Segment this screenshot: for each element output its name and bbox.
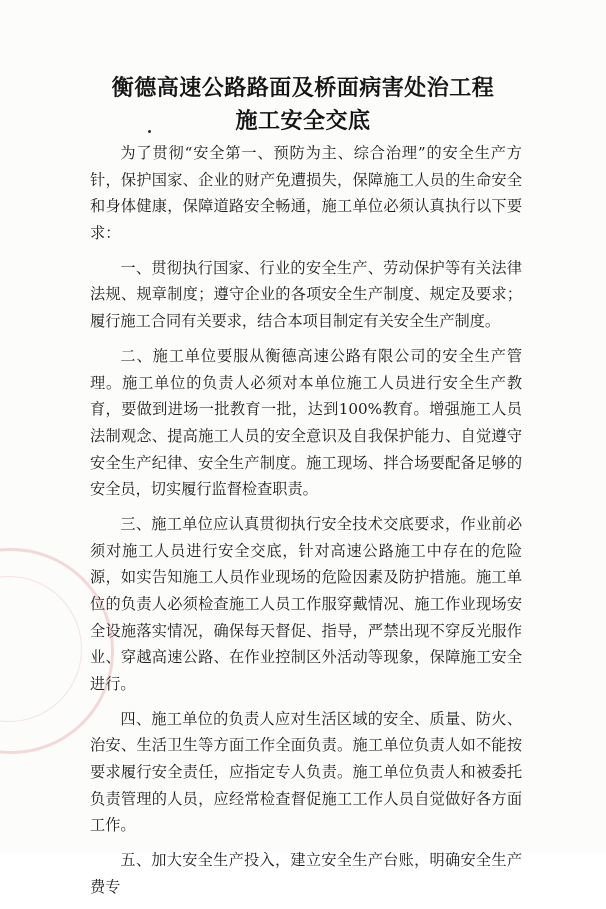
paragraph-1: 一、贯彻执行国家、行业的安全生产、劳动保护等有关法律法规、规章制度；遵守企业的各项安全生产制度、规定及要求；履行施工合同有关要求，结合本项目制定有关安全生产制度。: [90, 258, 522, 331]
paragraph-2: 二、施工单位要服从衡德高速公路有限公司的安全生产管理。施工单位的负责人必须对本单位施工人员进行安全生产教育，要做到进场一批教育一批，达到100%教育。增强施工人员法制观念、提高施工人员的安全意识及自我保护能力、自觉遵守安全生产纪律、安全生产制度。施工现场、拌合场要配备足够的安全员，切实履行监督检查职责。: [90, 347, 522, 499]
document-body: [90, 140, 522, 909]
paragraph-intro: 为了贯彻“安全第一、预防为主、综合治理”的安全生产方针，保护国家、企业的财产免遭损失，保障施工人员的生命安全和身体健康，保障道路安全畅通，施工单位必须认真执行以下要求：: [90, 144, 522, 242]
paragraph-3: 三、施工单位应认真贯彻执行安全技术交底要求，作业前必须对施工人员进行安全交底，针对高速公路施工中存在的危险源，如实告知施工人员作业现场的危险因素及防护措施。施工单位的负责人必须检查施工人员工作服穿戴情况、施工作业现场安全设施落实情况，确保每天督促、指导，严禁出现不穿反光服作业、穿越高速公路、在作业控制区外活动等现象，保障施工安全进行。: [90, 515, 522, 693]
paragraph-5: 五、加大安全生产投入，建立安全生产台账，明确安全生产费专: [90, 851, 522, 896]
document-subtitle: 施工安全交底: [235, 109, 371, 134]
paragraph-4: 四、施工单位的负责人应对生活区域的安全、质量、防火、治安、生活卫生等方面工作全面负责。施工单位负责人如不能按要求履行安全责任，应指定专人负责。施工单位负责人和被委托负责管理的人员，应经常检查督促施工工作人员自觉做好各方面工作。: [90, 709, 522, 835]
document-title: 衡德高速公路路面及桥面病害处治工程: [111, 76, 495, 101]
